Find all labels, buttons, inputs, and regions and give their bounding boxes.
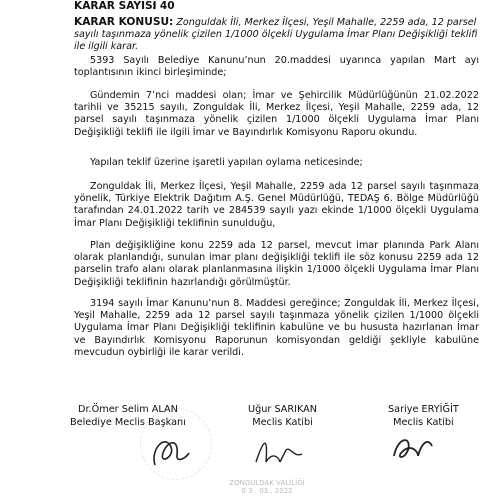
- karar-konusu-text: Zonguldak İli, Merkez İlçesi, Yeşil Mahalle, 2259 ada, 12 parsel sayılı taşınmaza yönelik çizilen 1/1000 ölçekli Uygulama İmar Planı Değişikliği teklifi ile ilgili karar.: [74, 17, 478, 52]
- signature-chairman: [135, 425, 195, 475]
- karar-konusu-label: KARAR KONUSU:: [74, 16, 174, 28]
- stamp-text: [212, 479, 322, 495]
- paragraph-plan-change: Plan değişikliğine konu 2259 ada 12 parsel, mevcut imar planında Park Alanı olarak planlandığı, sunulan imar planı değişikliği teklifi ile söz konusu 2259 ada 12 parselin trafo alanı olarak planlanmasına ilişkin 1/1000 ölçekli Uygulama İmar Planı Değişikliği teklifinin hazırlandığı görülmüştür.: [74, 240, 479, 288]
- signature-clerk-1: [250, 432, 310, 472]
- signatory-name: Sariye ERYİĞİT: [388, 404, 459, 415]
- signatory-name: Dr.Ömer Selim ALAN: [78, 404, 178, 415]
- paragraph-agenda: Gündemin 7’nci maddesi olan; İmar ve Şehircilik Müdürlüğünün 21.02.2022 tarihli ve 35215 sayılı, Zonguldak İli, Merkez İlçesi, Yeşil Mahalle, 2259 ada, 12 parsel sayılı taşınmaza yönelik çizilen 1/1000 ölçekli Uygulama İmar Planı Değişikliği teklifi ile ilgili İmar ve Bayındırlık Komisyonu Raporu okundu.: [74, 90, 479, 138]
- paragraph-intro: 5393 Sayılı Belediye Kanunu’nun 20.maddesi uyarınca yapılan Mart ayı toplantısının ikinci birleşiminde;: [74, 55, 479, 79]
- paragraph-decision: 3194 sayılı İmar Kanunu’nun 8. Maddesi gereğince; Zonguldak İli, Merkez İlçesi, Yeşil Mahalle, 2259 ada 12 parsel sayılı taşınmaza yönelik çizilen 1/1000 ölçekli Uygulama İmar Planı Değişikliği teklifinin kabulüne ve bu hususta hazırlanan İmar ve Bayındırlık Komisyonu Raporunun komisyondan geldiği şekliyle kabulüne mevcudun oybirliği ile karar verildi.: [74, 298, 479, 358]
- paragraph-proposal: Zonguldak İli, Merkez İlçesi, Yeşil Mahalle, 2259 ada 12 parsel sayılı taşınmaza yönelik, Türkiye Elektrik Dağıtım A.Ş. Genel Müdürlüğü, TEDAŞ 6. Bölge Müdürlüğü tarafından 24.01.2022 tarih ve 284539 sayılı yazı ekinde 1/1000 ölçekli Uygulama İmar Planı Değişikliği teklifinin sunulduğu,: [74, 181, 479, 229]
- signatory-clerk-2: [388, 404, 459, 429]
- signatory-clerk-1: [248, 404, 317, 429]
- signature-clerk-2: [388, 428, 438, 468]
- stamp-line-2: 0 3 . 03 . 2022: [241, 487, 293, 495]
- karar-sayisi-value: : 40: [152, 0, 175, 12]
- signatory-role: Belediye Meclis Başkanı: [70, 416, 186, 428]
- karar-sayisi-line: [74, 0, 175, 12]
- signatory-role: Meclis Katibi: [393, 416, 454, 428]
- stamp-line-1: ZONGULDAK VALİLİĞİ: [229, 479, 305, 487]
- signatory-name: Uğur SARIKAN: [248, 404, 318, 415]
- karar-konusu: [74, 16, 484, 53]
- karar-sayisi-label: KARAR SAYISI: [74, 0, 157, 12]
- signatory-role: Meclis Katibi: [252, 416, 313, 428]
- paragraph-vote: Yapılan teklif üzerine işaretli yapılan oylama neticesinde;: [90, 157, 363, 168]
